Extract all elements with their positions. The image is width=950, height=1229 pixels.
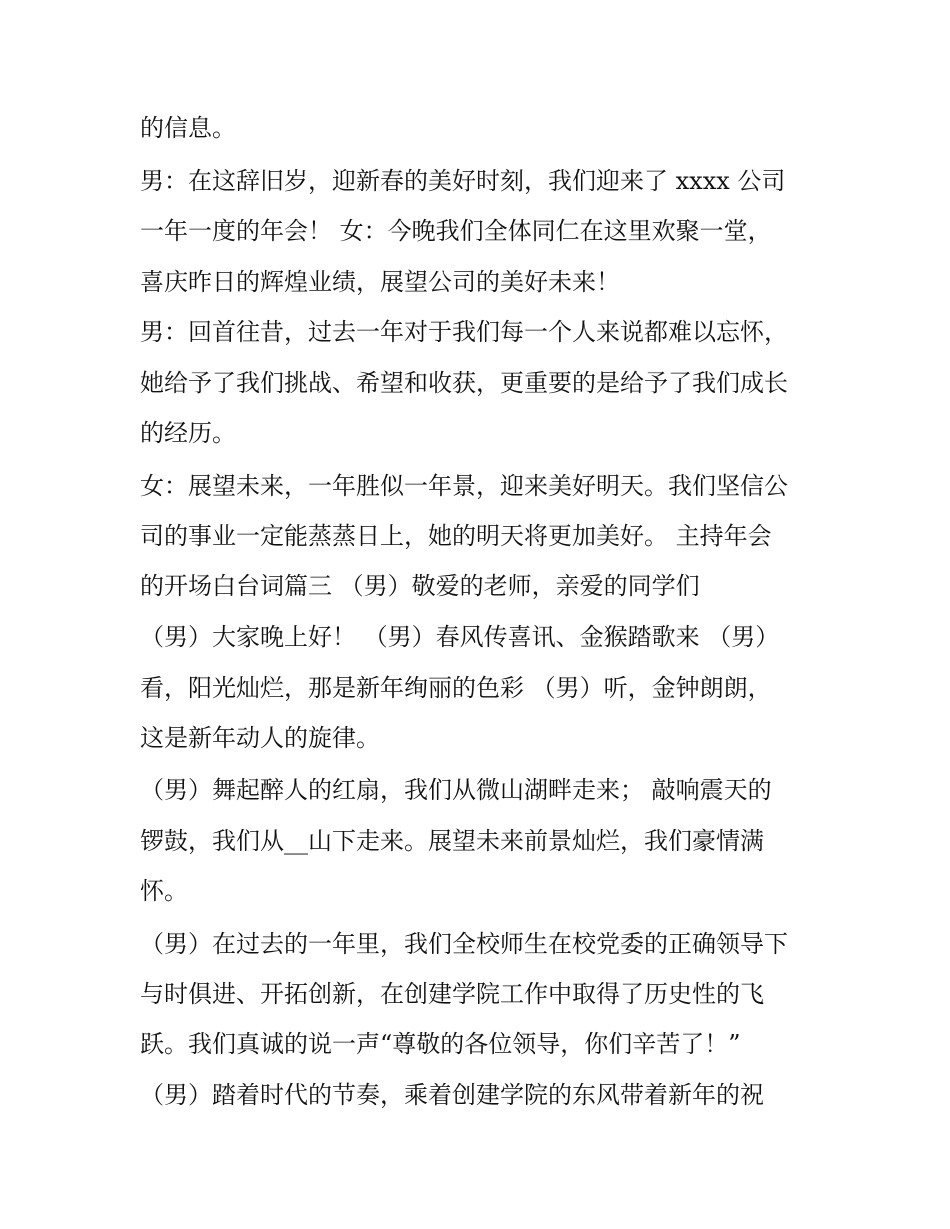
text-line: 跃。我们真诚的说一声“尊敬的各位领导，你们辛苦了！”	[140, 1030, 741, 1058]
text-line: 锣鼓，我们从__山下走来。展望未来前景灿烂，我们豪情满	[140, 827, 764, 855]
text-line: 女：展望未来，一年胜似一年景，迎来美好明天。我们坚信公	[140, 472, 788, 500]
text-line: 她给予了我们挑战、希望和收获，更重要的是给予了我们成长	[140, 369, 788, 397]
text-line: （男）踏着时代的节奏，乘着创建学院的东风带着新年的祝	[140, 1081, 764, 1109]
text-line: 司的事业一定能蒸蒸日上，她的明天将更加美好。 主持年会	[140, 522, 772, 550]
text-line: （男）大家晚上好！ （男）春风传喜讯、金猴踏歌来 （男）	[140, 623, 780, 651]
text-line: （男）在过去的一年里，我们全校师生在校党委的正确领导下	[140, 930, 788, 958]
text-line: 的信息。	[140, 114, 236, 142]
text-line: （男）舞起醉人的红扇，我们从微山湖畔走来； 敲响震天的	[140, 776, 772, 804]
text-line: 这是新年动人的旋律。	[140, 724, 380, 752]
text-line: 怀。	[140, 877, 188, 905]
text-line: 看，阳光灿烂，那是新年绚丽的色彩 （男）听，金钟朗朗，	[140, 674, 772, 702]
text-line: 喜庆昨日的辉煌业绩，展望公司的美好未来！	[140, 268, 620, 296]
text-line: 的开场白台词篇三 （男）敬爱的老师，亲爱的同学们	[140, 572, 700, 600]
text-line: 与时俱进、开拓创新，在创建学院工作中取得了历史性的飞	[140, 980, 764, 1008]
text-line: 的经历。	[140, 419, 236, 447]
text-line: 一年一度的年会！ 女：今晚我们全体同仁在这里欢聚一堂，	[140, 217, 772, 245]
text-line: 男：在这辞旧岁，迎新春的美好时刻，我们迎来了 xxxx 公司	[140, 167, 786, 195]
text-line: 男：回首往昔，过去一年对于我们每一个人来说都难以忘怀，	[140, 318, 788, 346]
